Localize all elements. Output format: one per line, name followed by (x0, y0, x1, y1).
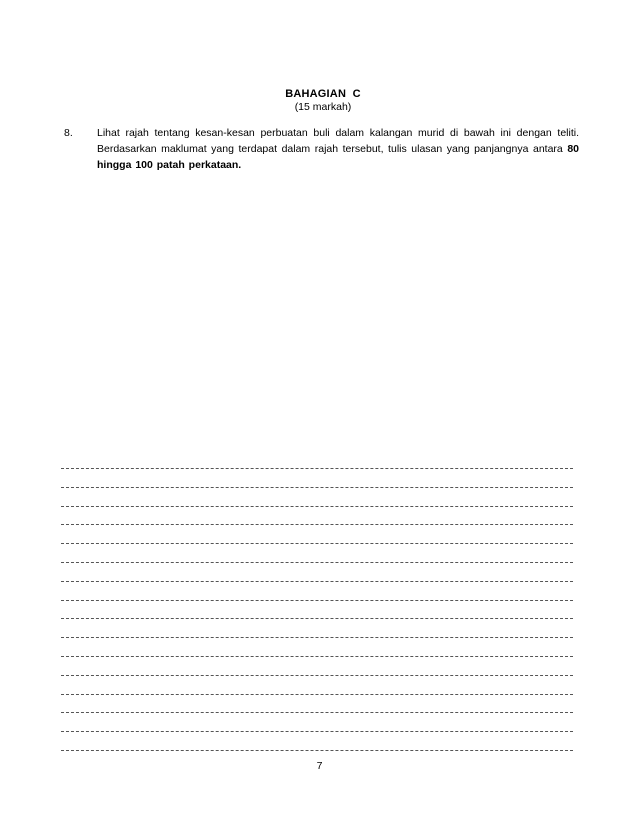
answer-line[interactable] (61, 694, 573, 696)
section-marks (0, 101, 638, 113)
answer-line[interactable] (61, 637, 573, 639)
question-8 (64, 125, 579, 173)
answer-line[interactable] (61, 618, 573, 620)
section-marks-text: (15 markah) (294, 101, 352, 113)
answer-line[interactable] (61, 675, 573, 677)
answer-line[interactable] (61, 600, 573, 602)
section-title-text: BAHAGIAN C (285, 88, 361, 100)
answer-line[interactable] (61, 524, 573, 526)
page-number (0, 760, 638, 772)
page-number-text: 7 (316, 760, 323, 772)
answer-line[interactable] (61, 562, 573, 564)
section-title (0, 88, 638, 100)
answer-line[interactable] (61, 487, 573, 489)
answer-line[interactable] (61, 543, 573, 545)
answer-line[interactable] (61, 468, 573, 470)
question-text (97, 125, 579, 173)
answer-line[interactable] (61, 750, 573, 752)
answer-line[interactable] (61, 731, 573, 733)
question-number: 8. (64, 127, 73, 139)
answer-line[interactable] (61, 506, 573, 508)
question-text-bold: 80 hingga 100 patah perkataan. (97, 143, 579, 171)
question-text-normal: Lihat rajah tentang kesan-kesan perbuatan buli dalam kalangan murid di bawah ini dengan teliti. Berdasarkan maklumat yang terdapat dalam rajah tersebut, tulis ulasan yang panjangnya antara (97, 127, 579, 155)
answer-line[interactable] (61, 712, 573, 714)
answer-line[interactable] (61, 656, 573, 658)
answer-lines[interactable] (61, 468, 573, 769)
answer-line[interactable] (61, 581, 573, 583)
